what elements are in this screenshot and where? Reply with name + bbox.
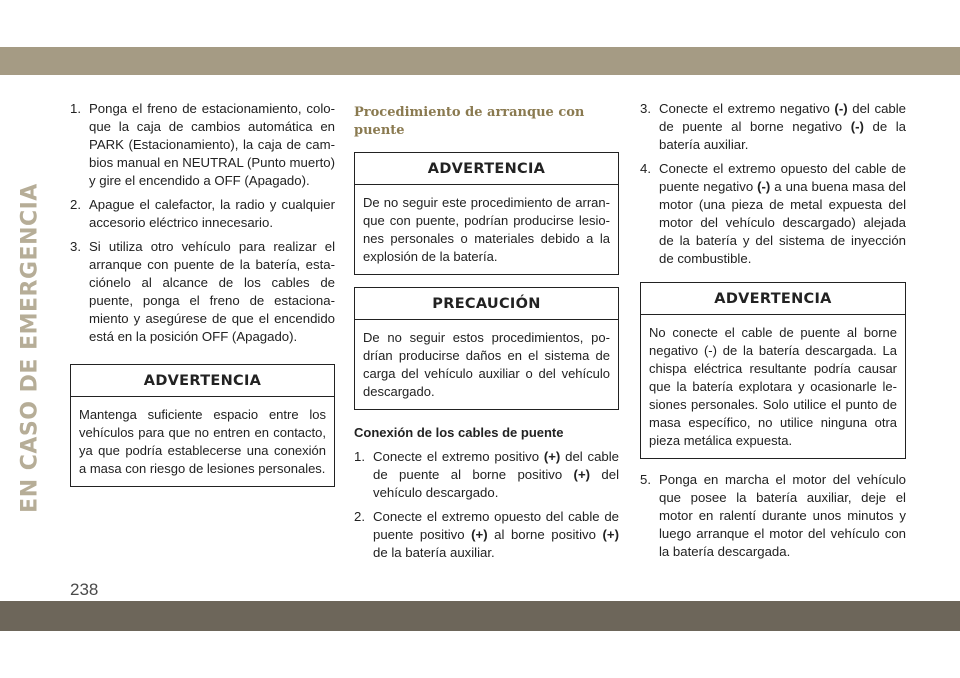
step-number: 3. [70,239,81,254]
warning-title: ADVERTENCIA [355,153,618,185]
warning-box [354,152,619,275]
step-text: de la batería auxiliar. [659,119,906,152]
step-number: 4. [640,161,651,176]
step-number: 2. [354,509,365,524]
list-item [70,100,335,190]
step-text: del cable de puente al borne negativo [659,101,906,134]
step-text: a una buena masa del motor (una pieza de metal expuesta del motor del vehículo descargado) alejada de la batería y del sistema de inyección de combustible. [659,179,906,266]
subheading: Conexión de los cables de puente [354,425,564,440]
section-side-title: EN CASO DE EMERGENCIA [17,183,43,513]
list-item [70,196,335,232]
list-item [70,238,335,346]
list-item [640,160,906,268]
page-number: 238 [70,580,99,599]
column-left [70,100,335,499]
warning-title: ADVERTENCIA [71,365,334,397]
step-number: 3. [640,101,651,116]
caution-title: PRECAUCIÓN [355,288,618,320]
step-number: 5. [640,472,651,487]
footer-band [0,601,960,631]
header-band [0,47,960,75]
step-text: de la batería auxiliar. [373,545,495,560]
warning-body: Mantenga suficiente espacio entre los vehículos para que no entren en contacto, ya que podría establecerse una conexión a masa con riesgo de lesiones personales. [79,407,326,476]
steps-list-start [640,471,906,561]
list-item [640,471,906,561]
warning-title: ADVERTENCIA [641,283,905,315]
negative-symbol: (-) [757,179,771,194]
positive-symbol: (+) [543,449,561,464]
steps-list-intro [70,100,335,346]
column-right [640,100,906,567]
negative-symbol: (-) [850,119,864,134]
negative-symbol: (-) [834,101,848,116]
step-number: 1. [70,101,81,116]
positive-symbol: (+) [602,527,619,542]
caution-box [354,287,619,410]
step-text: del vehículo descargado. [373,467,619,500]
steps-list-connect [354,448,619,562]
step-text: al borne positivo [487,527,603,542]
step-text: Ponga el freno de estacionamiento, coloque la caja de cambios automática en PARK (Estacionamiento), la caja de cambios manual en NEUTRAL (Punto muerto) y gire el encendido a OFF (Apagado). [89,101,335,188]
step-text: Conecte el extremo negativo [659,101,835,116]
step-number: 2. [70,197,81,212]
warning-body: De no seguir este procedimiento de arranque con puente, podrían producirse lesiones personales o materiales debido a la explosión de la batería. [363,195,610,264]
step-text: Apague el calefactor, la radio y cualquier accesorio eléctrico innecesario. [89,197,335,230]
section-heading: Procedimiento de arranque con puente [354,105,585,138]
step-text: Ponga en marcha el motor del vehículo que posee la batería auxiliar, deje el motor en ralentí durante unos minutos y luego arranque el motor del vehículo con la batería descargada. [659,472,906,559]
step-text: Conecte el extremo positivo [373,449,544,464]
step-text: Si utiliza otro vehículo para realizar el arranque con puente de la batería, estaciónelo al alcance de los cables de puente, ponga el freno de estacionamiento y asegúrese de que el encendido está en la posición OFF (Apagado). [89,239,335,344]
caution-body: De no seguir estos procedimientos, podrían producirse daños en el sistema de carga del vehículo auxiliar o del vehículo descargado. [363,330,610,399]
list-item [354,508,619,562]
step-text: del cable de puente al borne positivo [373,449,620,482]
positive-symbol: (+) [573,467,591,482]
steps-list-negative [640,100,906,268]
warning-box [640,282,906,459]
step-number: 1. [354,449,365,464]
step-text: Conecte el extremo opuesto del cable de puente negativo [659,161,906,194]
list-item [640,100,906,154]
step-text: Conecte el extremo opuesto del cable de puente positivo [373,509,619,542]
warning-body: No conecte el cable de puente al borne negativo (-) de la batería descargada. La chispa eléctrica resultante podría causar que la batería explotara y ocasionarle lesiones personales. Solo utilice el punto de masa específico, no utilice ninguna otra pieza metálica expuesta. [649,325,897,448]
column-middle [354,100,619,568]
warning-box [70,364,335,487]
positive-symbol: (+) [471,527,488,542]
list-item [354,448,619,502]
